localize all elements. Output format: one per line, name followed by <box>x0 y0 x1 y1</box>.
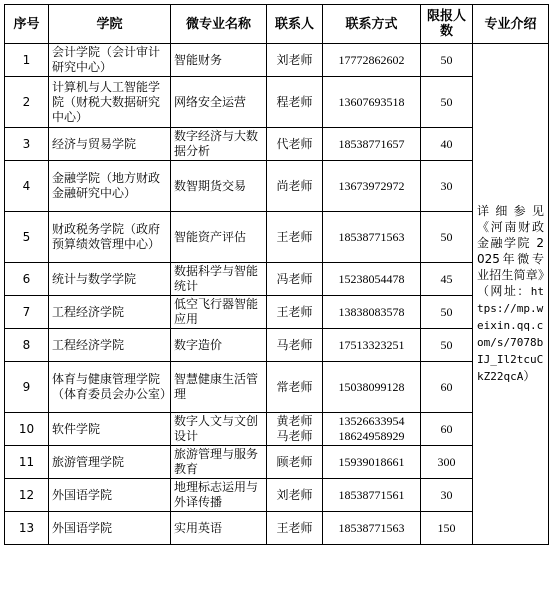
row-index: 6 <box>5 263 49 296</box>
intro-note-text: 详细参见《河南财政金融学院 2025年微专业招生简章》（网址： <box>477 204 544 298</box>
table-row <box>5 128 549 161</box>
table-row <box>5 512 549 545</box>
row-college: 计算机与人工智能学院（财税大数据研究中心） <box>49 77 171 128</box>
row-college: 工程经济学院 <box>49 296 171 329</box>
row-phone: 13607693518 <box>323 77 421 128</box>
row-college: 外国语学院 <box>49 479 171 512</box>
table-row <box>5 329 549 362</box>
table-row <box>5 263 549 296</box>
row-college: 金融学院（地方财政金融研究中心） <box>49 161 171 212</box>
row-index: 4 <box>5 161 49 212</box>
row-quota: 50 <box>421 296 473 329</box>
header-micro-major: 微专业名称 <box>171 5 267 44</box>
row-micro-major: 地理标志运用与外译传播 <box>171 479 267 512</box>
row-micro-major: 数智期货交易 <box>171 161 267 212</box>
row-quota: 50 <box>421 44 473 77</box>
row-college: 工程经济学院 <box>49 329 171 362</box>
row-phone: 18538771563 <box>323 212 421 263</box>
table-row <box>5 44 549 77</box>
row-contact <box>267 413 323 446</box>
row-quota: 50 <box>421 212 473 263</box>
table-row <box>5 362 549 413</box>
row-index: 9 <box>5 362 49 413</box>
row-college: 财政税务学院（政府预算绩效管理中心） <box>49 212 171 263</box>
row-college: 旅游管理学院 <box>49 446 171 479</box>
row-phone: 18538771563 <box>323 512 421 545</box>
row-index: 5 <box>5 212 49 263</box>
table-row <box>5 296 549 329</box>
row-contact: 代老师 <box>267 128 323 161</box>
row-contact: 王老师 <box>267 212 323 263</box>
row-phone: 13838083578 <box>323 296 421 329</box>
header-quota: 限报人数 <box>421 5 473 44</box>
row-contact: 常老师 <box>267 362 323 413</box>
row-phone: 17513323251 <box>323 329 421 362</box>
row-micro-major: 智能资产评估 <box>171 212 267 263</box>
row-contact: 顾老师 <box>267 446 323 479</box>
row-micro-major: 旅游管理与服务教育 <box>171 446 267 479</box>
row-quota: 30 <box>421 479 473 512</box>
row-micro-major: 智能财务 <box>171 44 267 77</box>
row-contact: 刘老师 <box>267 479 323 512</box>
row-phone: 17772862602 <box>323 44 421 77</box>
row-contact-secondary: 马老师 <box>276 429 313 443</box>
table-row <box>5 212 549 263</box>
table-row <box>5 161 549 212</box>
row-phone: 15238054478 <box>323 263 421 296</box>
header-phone: 联系方式 <box>323 5 421 44</box>
row-phone <box>323 413 421 446</box>
row-contact: 马老师 <box>267 329 323 362</box>
row-contact: 刘老师 <box>267 44 323 77</box>
row-contact: 尚老师 <box>267 161 323 212</box>
table-row <box>5 446 549 479</box>
row-college: 外国语学院 <box>49 512 171 545</box>
row-college: 会计学院（会计审计研究中心） <box>49 44 171 77</box>
row-quota: 50 <box>421 77 473 128</box>
row-college: 经济与贸易学院 <box>49 128 171 161</box>
row-phone: 15038099128 <box>323 362 421 413</box>
intro-note-close: ） <box>523 369 536 383</box>
row-quota: 50 <box>421 329 473 362</box>
table-row <box>5 413 549 446</box>
row-contact-primary: 黄老师 <box>276 414 313 428</box>
row-quota: 40 <box>421 128 473 161</box>
row-quota: 60 <box>421 413 473 446</box>
row-micro-major: 实用英语 <box>171 512 267 545</box>
row-micro-major: 低空飞行器智能应用 <box>171 296 267 329</box>
row-college: 体育与健康管理学院（体育委员会办公室） <box>49 362 171 413</box>
micro-major-table-wrapper <box>4 4 548 545</box>
intro-note-url[interactable]: https://mp.weixin.qq.com/s/7078bIJ_Il2tcuCkZ22qcA <box>477 285 544 383</box>
row-index: 12 <box>5 479 49 512</box>
row-phone: 18538771657 <box>323 128 421 161</box>
row-quota: 60 <box>421 362 473 413</box>
row-quota: 30 <box>421 161 473 212</box>
row-contact: 程老师 <box>267 77 323 128</box>
row-college: 软件学院 <box>49 413 171 446</box>
row-index: 3 <box>5 128 49 161</box>
row-index: 11 <box>5 446 49 479</box>
row-contact: 王老师 <box>267 512 323 545</box>
row-index: 8 <box>5 329 49 362</box>
row-phone: 18538771561 <box>323 479 421 512</box>
row-micro-major: 网络安全运营 <box>171 77 267 128</box>
row-micro-major: 数字经济与大数据分析 <box>171 128 267 161</box>
row-phone: 13673972972 <box>323 161 421 212</box>
row-micro-major: 数字造价 <box>171 329 267 362</box>
header-row <box>5 5 549 44</box>
row-phone: 15939018661 <box>323 446 421 479</box>
header-college: 学院 <box>49 5 171 44</box>
header-contact: 联系人 <box>267 5 323 44</box>
row-quota: 45 <box>421 263 473 296</box>
header-intro: 专业介绍 <box>473 5 549 44</box>
row-index: 13 <box>5 512 49 545</box>
row-index: 1 <box>5 44 49 77</box>
row-quota: 150 <box>421 512 473 545</box>
table-row <box>5 77 549 128</box>
row-micro-major: 智慧健康生活管理 <box>171 362 267 413</box>
table-row <box>5 479 549 512</box>
row-contact: 王老师 <box>267 296 323 329</box>
row-index: 10 <box>5 413 49 446</box>
row-phone-secondary: 18624958929 <box>338 429 405 443</box>
row-index: 7 <box>5 296 49 329</box>
row-index: 2 <box>5 77 49 128</box>
row-phone-primary: 13526633954 <box>338 414 405 428</box>
row-micro-major: 数据科学与智能统计 <box>171 263 267 296</box>
row-contact: 冯老师 <box>267 263 323 296</box>
intro-note <box>473 44 549 545</box>
header-index: 序号 <box>5 5 49 44</box>
row-quota: 300 <box>421 446 473 479</box>
row-college: 统计与数学学院 <box>49 263 171 296</box>
row-micro-major: 数字人文与文创设计 <box>171 413 267 446</box>
micro-major-table <box>4 4 549 545</box>
